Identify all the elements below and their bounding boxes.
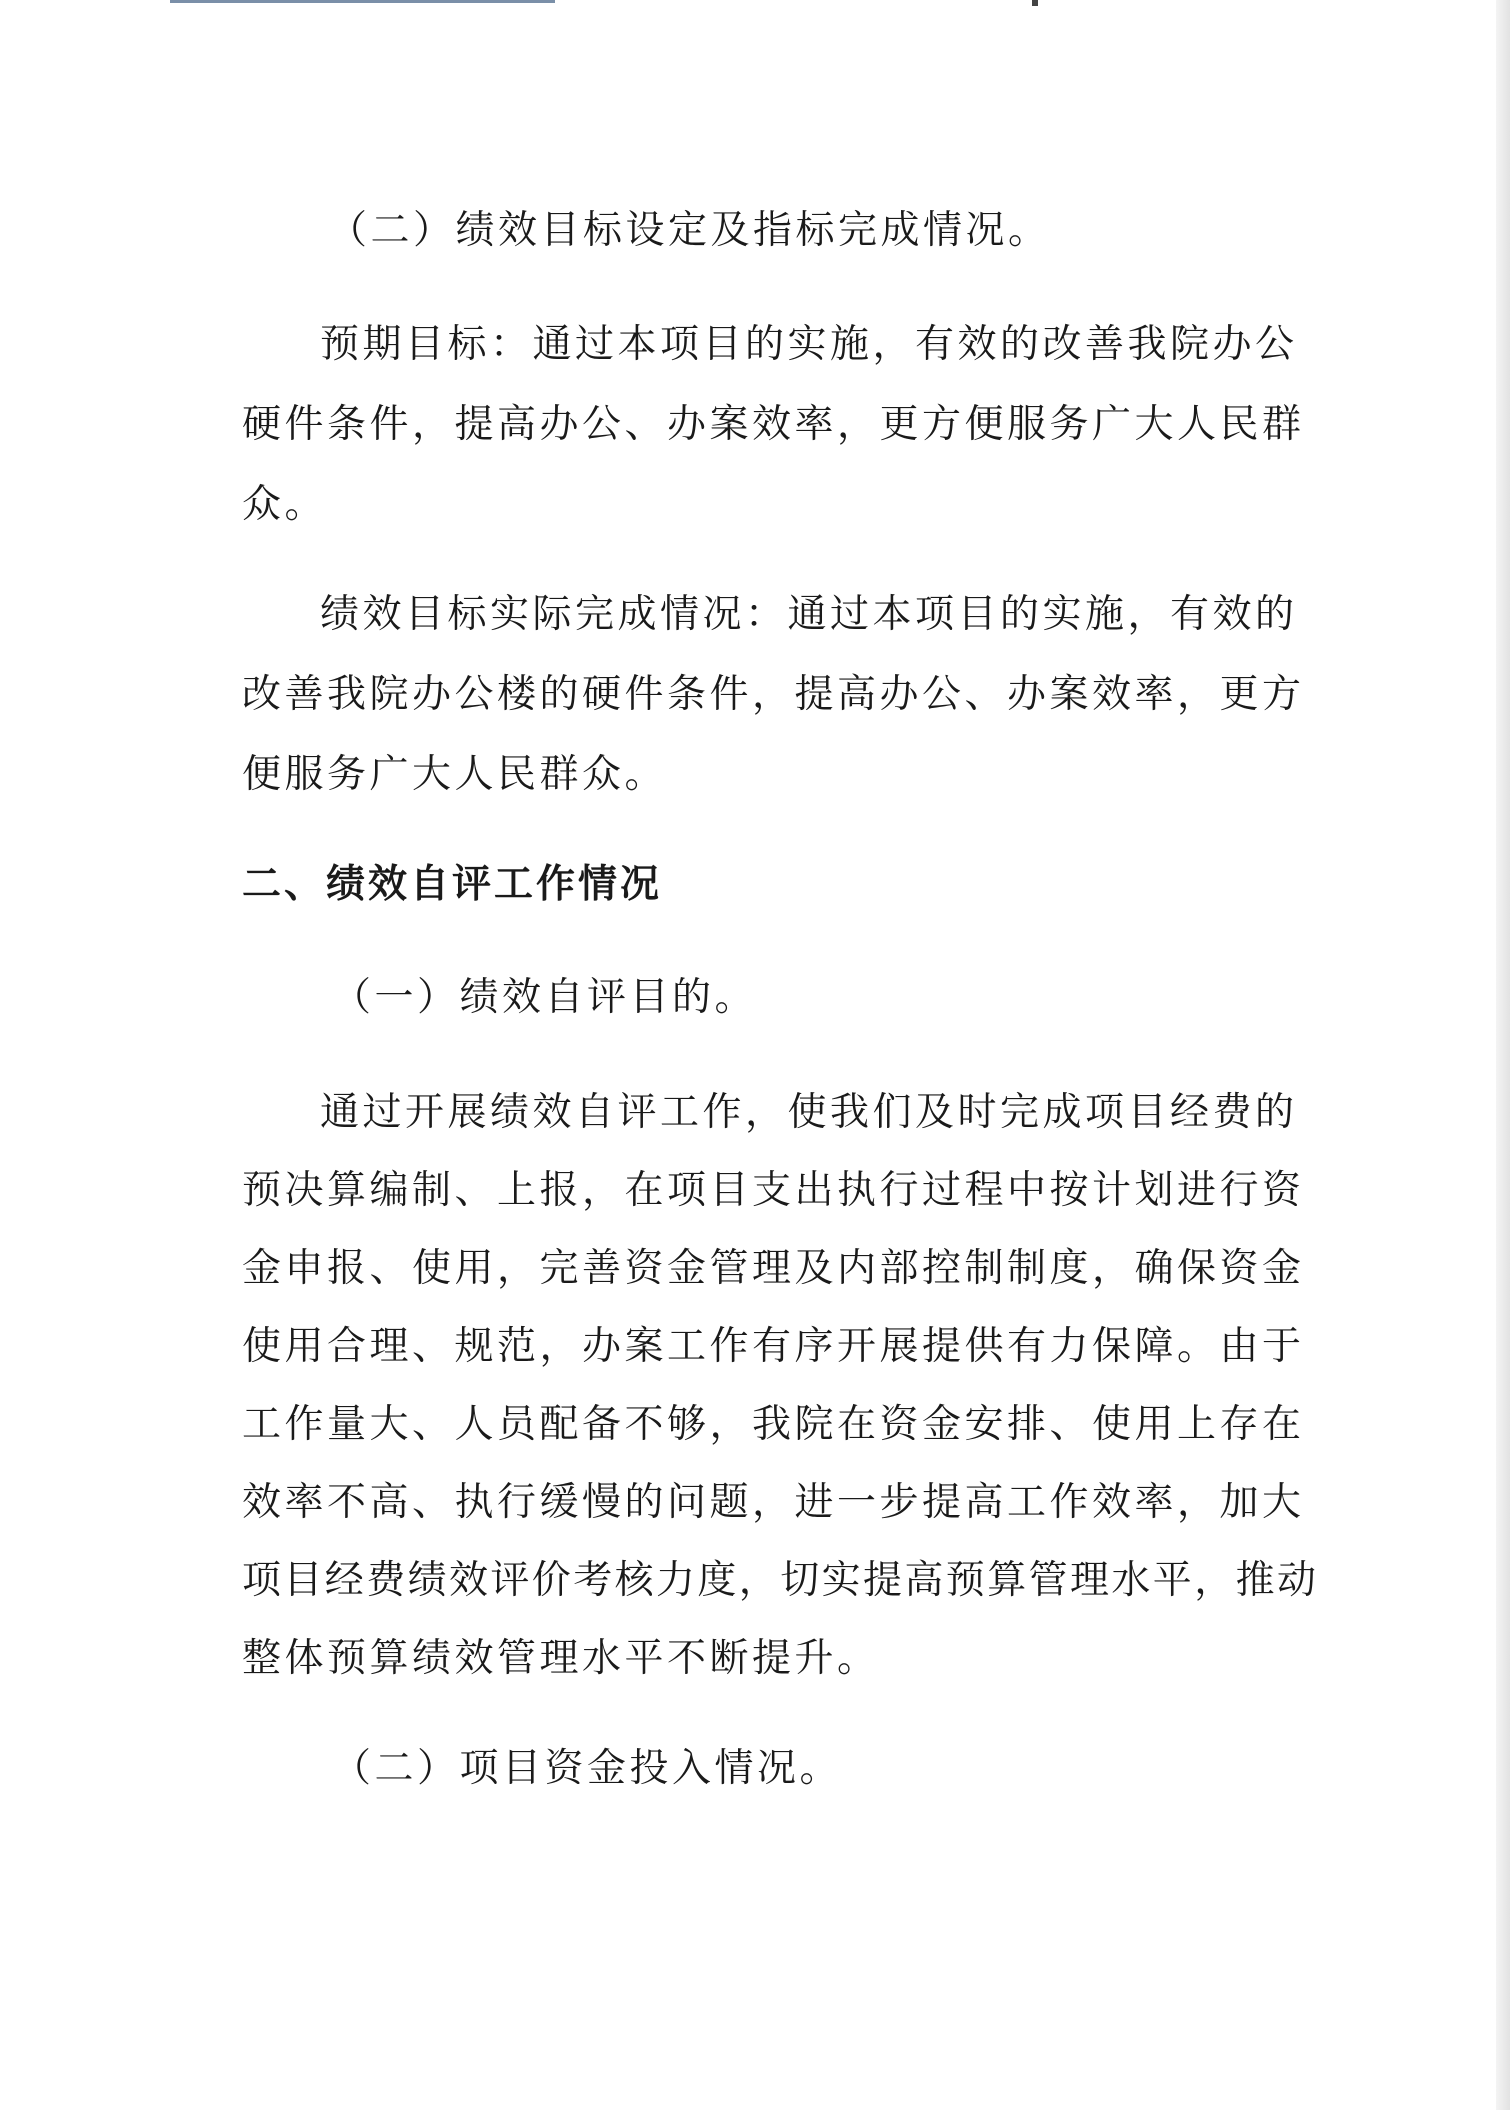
paragraph-line: 项目经费绩效评价考核力度，切实提高预算管理水平，推动: [242, 1558, 1319, 1603]
paragraph-line: 改善我院办公楼的硬件条件，提高办公、办案效率，更方: [242, 672, 1305, 717]
paragraph-line: 通过开展绩效自评工作，使我们及时完成项目经费的: [320, 1090, 1298, 1135]
paragraph-line: 效率不高、执行缓慢的问题，进一步提高工作效率，加大: [242, 1480, 1305, 1525]
paragraph-line: 绩效目标实际完成情况：通过本项目的实施，有效的: [320, 592, 1298, 637]
paragraph-line: 硬件条件，提高办公、办案效率，更方便服务广大人民群: [242, 402, 1305, 447]
paragraph-line: 预决算编制、上报，在项目支出执行过程中按计划进行资: [242, 1168, 1305, 1213]
subheading-performance-target: （二）绩效目标设定及指标完成情况。: [328, 208, 1051, 253]
paragraph-line: 使用合理、规范，办案工作有序开展提供有力保障。由于: [242, 1324, 1305, 1369]
paragraph-line: 众。: [242, 482, 328, 527]
paragraph-line: 金申报、使用，完善资金管理及内部控制制度，确保资金: [242, 1246, 1305, 1291]
paragraph-line: 工作量大、人员配备不够，我院在资金安排、使用上存在: [242, 1402, 1305, 1447]
scan-artifact-line: [170, 0, 555, 3]
subheading-self-evaluation-purpose: （一）绩效自评目的。: [332, 975, 758, 1020]
section-heading: 二、绩效自评工作情况: [242, 862, 663, 907]
paragraph-line: 便服务广大人民群众。: [242, 752, 668, 797]
scan-page-edge: [1496, 0, 1510, 2110]
scan-artifact-mark: [1032, 0, 1038, 6]
paragraph-line: 整体预算绩效管理水平不断提升。: [242, 1636, 880, 1681]
paragraph-line: 预期目标：通过本项目的实施，有效的改善我院办公: [320, 322, 1298, 367]
subheading-funding-input: （二）项目资金投入情况。: [332, 1746, 843, 1791]
